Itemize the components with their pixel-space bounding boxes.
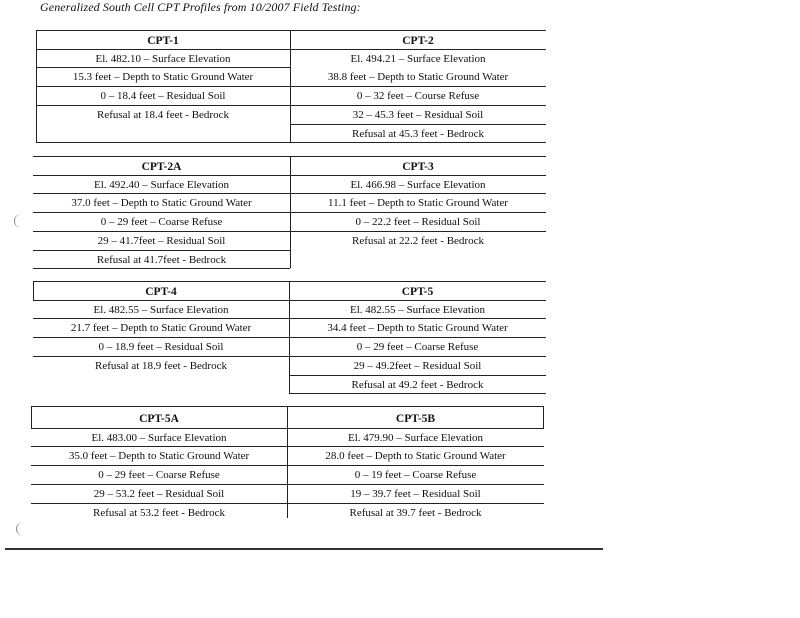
cpt-4-refusal: Refusal at 18.9 feet - Bedrock: [95, 360, 227, 372]
cpt-2-column: [290, 30, 546, 144]
cpt-3-column: [290, 156, 546, 270]
cpt-1-layer-1: 0 – 18.4 feet – Residual Soil: [100, 90, 226, 102]
cpt-table-1: [36, 30, 546, 144]
cpt-3-title: CPT-3: [402, 161, 434, 173]
cpt-1-ground-water: 15.3 feet – Depth to Static Ground Water: [72, 71, 254, 83]
cpt-5b-ground-water: 28.0 feet – Depth to Static Ground Water: [325, 450, 506, 462]
cpt-3-layer-1: 0 – 22.2 feet – Residual Soil: [355, 216, 481, 228]
cpt-1-title: CPT-1: [147, 35, 179, 47]
cpt-4-column: [33, 281, 289, 395]
cpt-5a-layer-2: 29 – 53.2 feet – Residual Soil: [93, 488, 225, 500]
cpt-4-surface-elevation: El. 482.55 – Surface Elevation: [93, 304, 229, 316]
cpt-2a-title: CPT-2A: [141, 161, 182, 173]
cpt-1-surface-elevation: El. 482.10 – Surface Elevation: [95, 53, 231, 65]
cpt-5a-column: [31, 406, 287, 520]
cpt-2a-ground-water: 37.0 feet – Depth to Static Ground Water: [71, 197, 252, 209]
cpt-5b-title: CPT-5B: [395, 413, 436, 425]
page-bottom-rule: [5, 548, 603, 550]
cpt-5b-surface-elevation: El. 479.90 – Surface Elevation: [347, 432, 484, 444]
cpt-5-layer-2: 29 – 49.2feet – Residual Soil: [353, 360, 482, 372]
cpt-5-ground-water: 34.4 feet – Depth to Static Ground Water: [327, 322, 508, 334]
cpt-3-ground-water: 11.1 feet – Depth to Static Ground Water: [328, 197, 508, 209]
cpt-2-layer-2: 32 – 45.3 feet – Residual Soil: [352, 109, 484, 121]
page-heading: Generalized South Cell CPT Profiles from 10/2007 Field Testing:: [40, 0, 361, 14]
cpt-2a-column: [33, 156, 290, 270]
cpt-5a-refusal: Refusal at 53.2 feet - Bedrock: [93, 507, 225, 519]
cpt-5a-ground-water: 35.0 feet – Depth to Static Ground Water: [68, 450, 250, 462]
cpt-3-refusal: Refusal at 22.2 feet - Bedrock: [352, 235, 484, 247]
cpt-4-layer-1: 0 – 18.9 feet – Residual Soil: [98, 341, 224, 353]
cpt-5-title: CPT-5: [401, 286, 434, 298]
cpt-5a-title: CPT-5A: [139, 413, 179, 425]
cpt-table-4: [31, 406, 544, 520]
cpt-5b-layer-1: 0 – 19 feet – Coarse Refuse: [354, 469, 477, 481]
cpt-1-refusal: Refusal at 18.4 feet - Bedrock: [97, 109, 229, 121]
cpt-2-title: CPT-2: [402, 35, 434, 47]
cpt-5-layer-1: 0 – 29 feet – Coarse Refuse: [356, 341, 479, 353]
cpt-4-title: CPT-4: [145, 286, 177, 298]
cpt-5-refusal: Refusal at 49.2 feet - Bedrock: [351, 379, 484, 391]
cpt-2-refusal: Refusal at 45.3 feet - Bedrock: [352, 128, 484, 140]
cpt-5b-layer-2: 19 – 39.7 feet – Residual Soil: [350, 488, 481, 500]
cpt-5-column: [289, 281, 546, 395]
cpt-2a-surface-elevation: El. 492.40 – Surface Elevation: [93, 179, 230, 191]
cpt-2-layer-1: 0 – 32 feet – Course Refuse: [356, 90, 480, 102]
cpt-1-column: [36, 30, 290, 144]
cpt-2a-layer-2: 29 – 41.7feet – Residual Soil: [97, 235, 226, 247]
cpt-3-surface-elevation: El. 466.98 – Surface Elevation: [350, 179, 486, 191]
cpt-5b-column: [287, 406, 544, 520]
cpt-2-ground-water: 38.8 feet – Depth to Static Ground Water: [327, 71, 509, 83]
cpt-4-ground-water: 21.7 feet – Depth to Static Ground Water: [70, 322, 252, 334]
scan-punch-mark-lower: [16, 522, 31, 536]
cpt-table-3: [33, 281, 546, 395]
cpt-5b-refusal: Refusal at 39.7 feet - Bedrock: [349, 507, 482, 519]
cpt-2-surface-elevation: El. 494.21 – Surface Elevation: [350, 53, 486, 65]
cpt-2a-refusal: Refusal at 41.7feet - Bedrock: [96, 254, 227, 266]
cpt-5a-surface-elevation: El. 483.00 – Surface Elevation: [91, 432, 227, 444]
cpt-table-2: [33, 156, 546, 270]
cpt-5a-layer-1: 0 – 29 feet – Coarse Refuse: [98, 469, 220, 481]
cpt-5-surface-elevation: El. 482.55 – Surface Elevation: [349, 304, 486, 316]
scan-punch-mark-upper: [14, 214, 29, 228]
cpt-2a-layer-1: 0 – 29 feet – Coarse Refuse: [100, 216, 223, 228]
